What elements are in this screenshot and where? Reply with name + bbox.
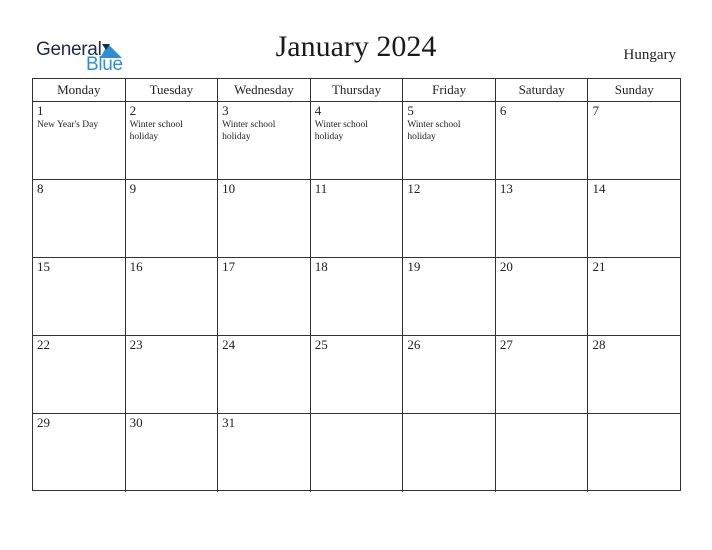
day-cell	[588, 102, 680, 179]
day-cell	[218, 180, 311, 257]
day-cell	[588, 336, 680, 413]
day-cell	[33, 102, 126, 179]
day-number: 20	[499, 259, 513, 274]
day-number: 30	[129, 415, 143, 430]
logo-text-general: General	[36, 39, 102, 60]
day-cell	[311, 180, 404, 257]
weekday-header: Monday	[33, 79, 126, 101]
day-cell	[126, 336, 219, 413]
day-cell	[588, 258, 680, 335]
weekday-header: Saturday	[496, 79, 589, 101]
day-number: 4	[314, 103, 322, 118]
day-number: 22	[37, 337, 50, 352]
day-cell	[496, 102, 589, 179]
day-cell	[403, 180, 496, 257]
day-cell	[126, 180, 219, 257]
day-number: 25	[314, 337, 328, 352]
day-number: 15	[37, 259, 50, 274]
week-row	[33, 336, 680, 414]
day-number: 8	[37, 181, 44, 196]
day-cell	[311, 414, 404, 492]
day-number: 26	[407, 337, 421, 352]
day-cell	[403, 258, 496, 335]
day-event: Winter school holiday	[314, 120, 368, 142]
weekday-header: Friday	[403, 79, 496, 101]
day-cell	[311, 258, 404, 335]
day-number: 13	[499, 181, 513, 196]
week-row	[33, 180, 680, 258]
day-cell	[218, 336, 311, 413]
day-cell	[218, 414, 311, 492]
day-cell	[126, 258, 219, 335]
day-event: New Year's Day	[37, 120, 99, 130]
day-cell	[496, 336, 589, 413]
day-cell	[126, 414, 219, 492]
day-cell	[218, 102, 311, 179]
day-number: 14	[592, 181, 606, 196]
day-cell	[403, 336, 496, 413]
day-number: 7	[592, 103, 599, 118]
weekday-header: Tuesday	[126, 79, 219, 101]
week-row	[33, 414, 680, 492]
weekday-header: Thursday	[311, 79, 404, 101]
day-number: 24	[222, 337, 236, 352]
day-cell	[218, 258, 311, 335]
weekday-header-row	[33, 79, 680, 102]
week-row	[33, 258, 680, 336]
day-cell	[496, 258, 589, 335]
day-number: 23	[129, 337, 143, 352]
weekday-header: Sunday	[614, 82, 654, 97]
day-number: 28	[592, 337, 606, 352]
day-number: 9	[129, 181, 137, 196]
day-number: 31	[222, 415, 236, 430]
calendar-grid	[32, 78, 681, 491]
day-cell	[33, 414, 126, 492]
day-cell	[126, 102, 219, 179]
day-number: 3	[222, 103, 229, 118]
day-cell	[588, 414, 680, 492]
day-number: 17	[222, 259, 236, 274]
country-label: Hungary	[623, 47, 676, 63]
day-cell	[311, 102, 404, 179]
day-cell	[403, 414, 496, 492]
day-cell	[496, 414, 589, 492]
day-event: Winter school holiday	[222, 120, 276, 142]
day-number: 6	[499, 103, 507, 118]
day-cell	[403, 102, 496, 179]
week-row	[33, 102, 680, 180]
day-cell	[33, 336, 126, 413]
day-number: 27	[499, 337, 513, 352]
calendar-title: January 2024	[275, 30, 437, 63]
day-number: 16	[129, 259, 143, 274]
day-cell	[33, 258, 126, 335]
day-number: 29	[37, 415, 50, 430]
day-cell	[588, 180, 680, 257]
day-number: 21	[592, 259, 606, 274]
day-number: 12	[407, 181, 421, 196]
day-number: 1	[37, 103, 44, 118]
day-number: 2	[129, 103, 137, 118]
day-number: 11	[314, 181, 328, 196]
day-event: Winter school holiday	[407, 120, 461, 142]
day-number: 5	[407, 103, 414, 118]
day-cell	[311, 336, 404, 413]
day-number: 19	[407, 259, 421, 274]
logo-text-blue: Blue	[86, 54, 123, 75]
weekday-header: Wednesday	[218, 79, 311, 101]
day-event: Winter school holiday	[129, 120, 183, 142]
day-number: 10	[222, 181, 236, 196]
day-cell	[496, 180, 589, 257]
day-number: 18	[314, 259, 328, 274]
day-cell	[33, 180, 126, 257]
